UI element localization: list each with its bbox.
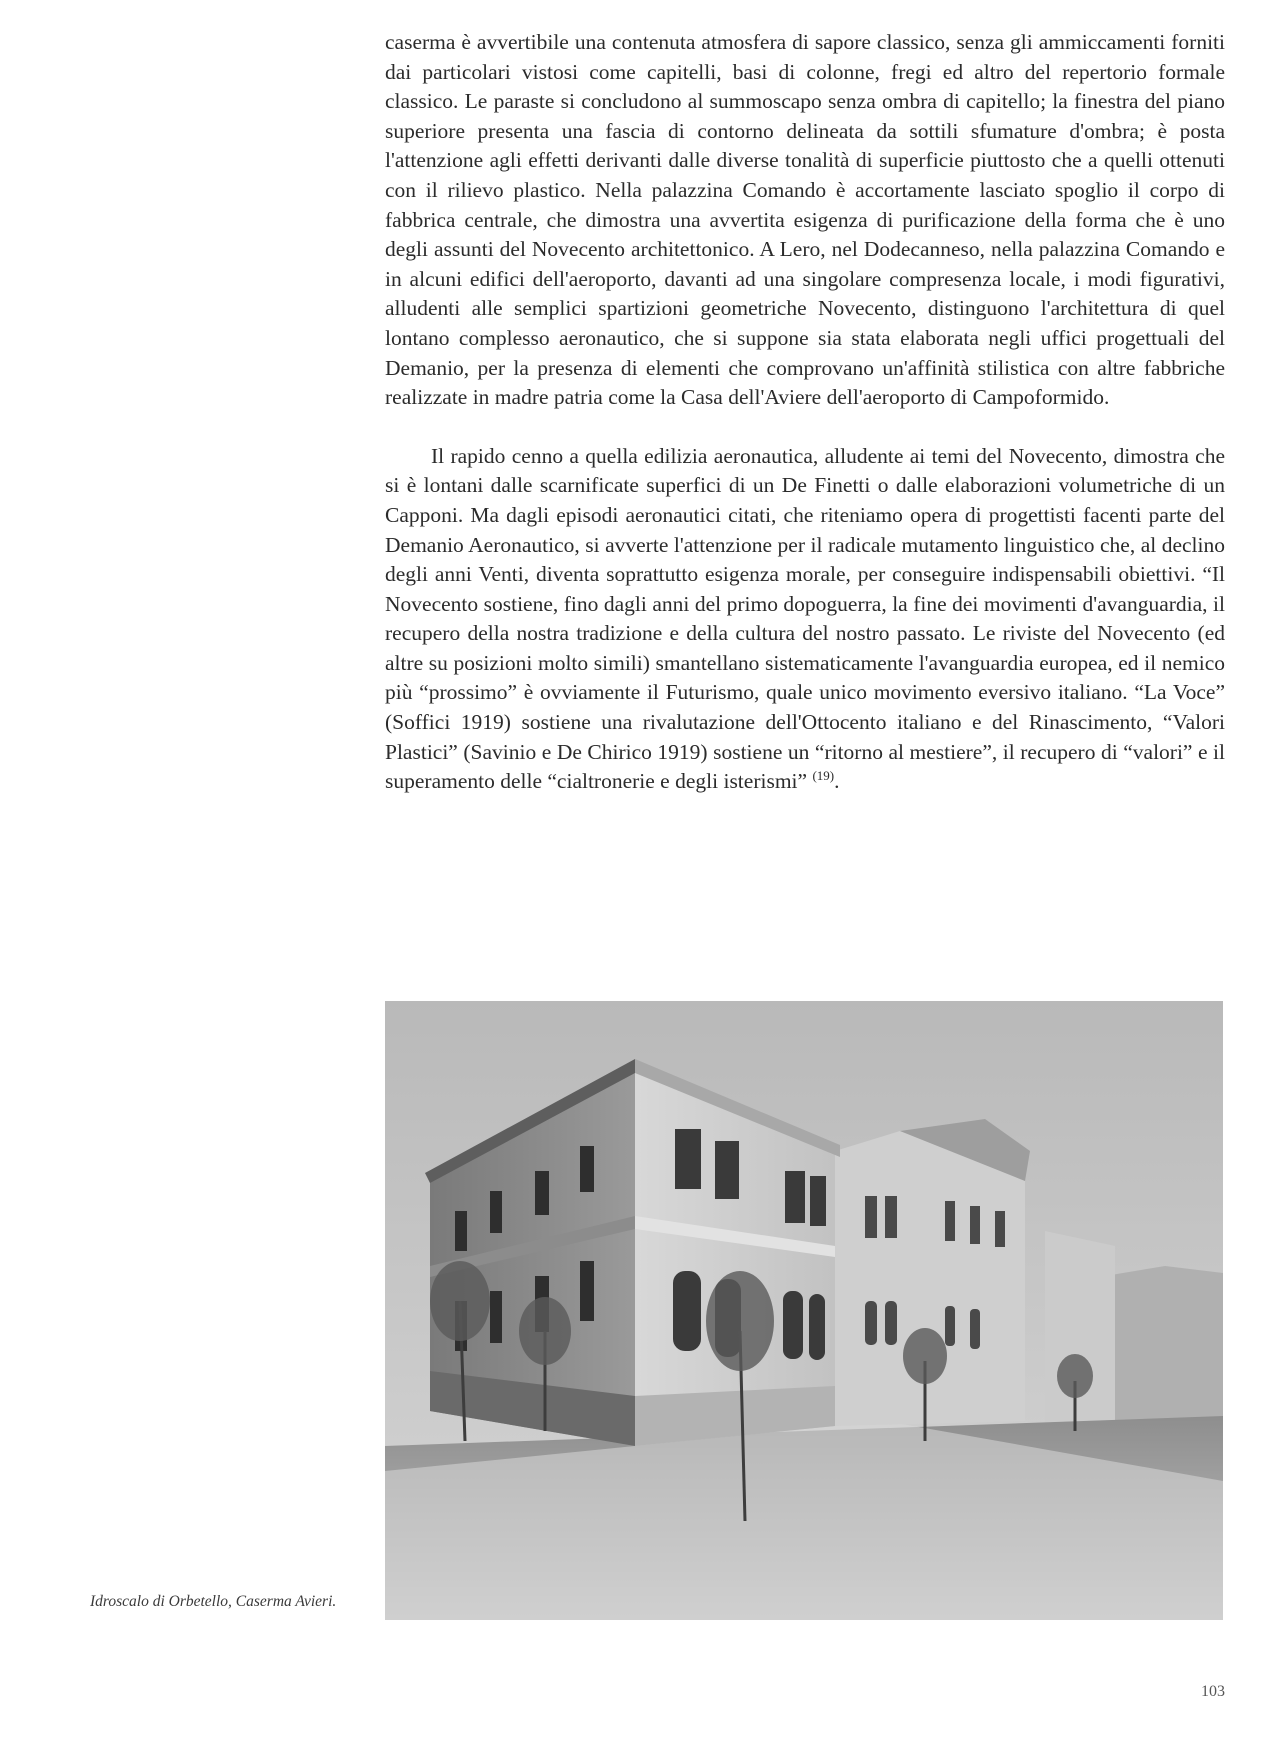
article-body (385, 28, 1225, 797)
body-paragraph-2-period: . (834, 769, 840, 794)
figure-caption: Idroscalo di Orbetello, Caserma Avieri. (90, 1593, 337, 1610)
page-number: 103 (1201, 1683, 1225, 1700)
footnote-reference: (19) (812, 768, 835, 784)
building-photograph (385, 1001, 1223, 1620)
caserma-avieri-photo (385, 1001, 1223, 1620)
body-paragraph-2-text: Il rapido cenno a quella edilizia aeronautica, alludente ai temi del Novecento, dimostra che si è lontani dalle scarnificate superfici di un De Finetti o dalle elaborazioni volumetriche di un Capponi. Ma dagli episodi aeronautici citati, che riteniamo opera di progettisti facenti parte del Demanio Aeronautico, si avverte l'attenzione per il radicale mutamento linguistico che, al declino degli anni Venti, diventa soprattutto esigenza morale, per conseguire indispensabili obiettivi. “Il Novecento sostiene, fino dagli anni del primo dopoguerra, la fine dei movimenti d'avanguardia, il recupero della nostra tradizione e della cultura del nostro passato. Le riviste del Novecento (ed altre su posizioni molto simili) smantellano sistematicamente l'avanguardia europea, ed il nemico più “prossimo” è ovviamente il Futurismo, quale unico movimento eversivo italiano. “La Voce” (Soffici 1919) sostiene una rivalutazione dell'Ottocento italiano e del Rinascimento, “Valori Plastici” (Savinio e De Chirico 1919) sostiene un “ritorno al mestiere”, il recupero di “valori” e il superamento delle “cialtronerie e degli isterismi” (385, 443, 1225, 794)
body-paragraph-2 (385, 442, 1225, 797)
body-paragraph-1: caserma è avvertibile una contenuta atmosfera di sapore classico, senza gli ammiccamenti forniti dai particolari vistosi come capitelli, basi di colonne, fregi ed altro del repertorio formale classico. Le paraste si concludono al summoscapo senza ombra di capitello; la finestra del piano superiore presenta una fascia di contorno delineata da sottili sfumature d'ombra; è posta l'attenzione agli effetti derivanti dalle diverse tonalità di superficie piuttosto che a quelli ottenuti con il rilievo plastico. Nella palazzina Comando è accortamente lasciato spoglio il corpo di fabbrica centrale, che dimostra una avvertita esigenza di purificazione della forma che è uno degli assunti del Novecento architettonico. A Lero, nel Dodecanneso, nella palazzina Comando e in alcuni edifici dell'aeroporto, davanti ad una singolare compresenza locale, i modi figurativi, alludenti alle semplici spartizioni geometriche Novecento, distinguono l'architettura di quel lontano complesso aeronautico, che si suppone sia stata elaborata negli uffici progettuali del Demanio, per la presenza di elementi che comprovano un'affinità stilistica con altre fabbriche realizzate in madre patria come la Casa dell'Aviere dell'aeroporto di Campoformido. (385, 30, 1225, 410)
